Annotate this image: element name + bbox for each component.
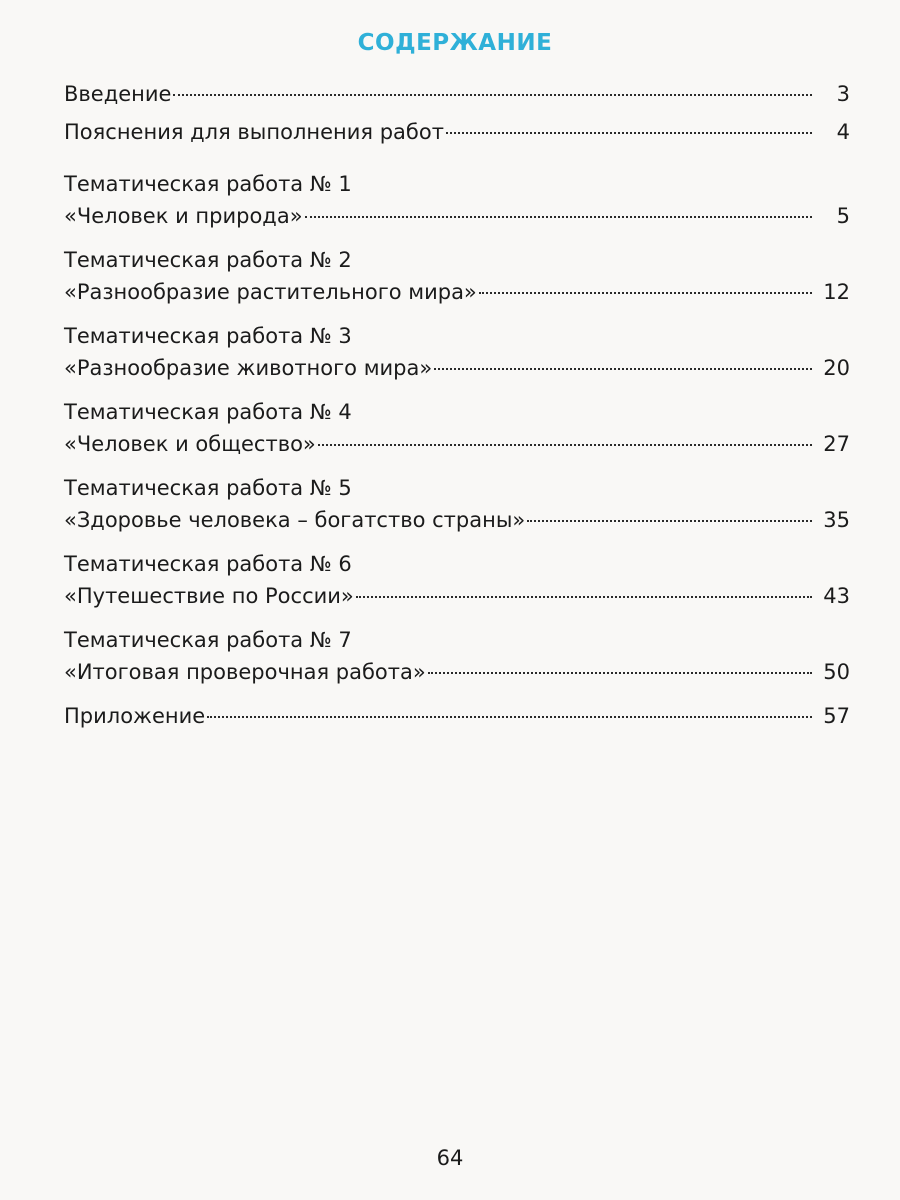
dot-leader: [356, 596, 812, 598]
toc-entry-label: Тематическая работа № 3: [64, 324, 352, 348]
dot-leader: [207, 716, 812, 718]
toc-page-number: 20: [823, 356, 850, 380]
dot-leader: [434, 368, 812, 370]
dot-leader: [173, 94, 812, 96]
toc-entry[interactable]: [64, 116, 850, 168]
toc-entry-title: Пояснения для выполнения работ: [64, 120, 444, 144]
toc-page-number: 35: [823, 508, 850, 532]
dot-leader: [428, 672, 812, 674]
toc-entry-label: Тематическая работа № 1: [64, 172, 352, 196]
toc-page-number: 50: [823, 660, 850, 684]
toc-entry-title: Приложение: [64, 704, 206, 728]
toc-entry-label: Тематическая работа № 5: [64, 476, 352, 500]
dot-leader: [479, 292, 812, 294]
toc-entry-label: Тематическая работа № 4: [64, 400, 352, 424]
toc-entry[interactable]: [64, 396, 850, 472]
toc-entry-title: «Итоговая проверочная работа»: [64, 660, 426, 684]
toc-entry-title: Введение: [64, 82, 172, 106]
toc-page-number: 3: [836, 82, 850, 106]
toc-entry-title: «Здоровье человека – богатство страны»: [64, 508, 526, 532]
toc-entry-title: «Путешествие по России»: [64, 584, 354, 608]
toc-entry-title: «Человек и природа»: [64, 204, 303, 228]
toc-entry-label: Тематическая работа № 6: [64, 552, 352, 576]
toc-entry-title: «Разнообразие растительного мира»: [64, 280, 477, 304]
toc-entry[interactable]: [64, 168, 850, 244]
dot-leader: [446, 132, 812, 134]
toc-entry[interactable]: [64, 78, 850, 116]
toc-entry-label: Тематическая работа № 2: [64, 248, 352, 272]
toc-page-number: 4: [836, 120, 850, 144]
table-of-contents: [64, 78, 850, 738]
toc-entry[interactable]: [64, 700, 850, 738]
toc-page-number: 12: [823, 280, 850, 304]
toc-page-number: 5: [836, 204, 850, 228]
page-number: 64: [436, 1146, 464, 1170]
toc-entry[interactable]: [64, 548, 850, 624]
toc-entry[interactable]: [64, 244, 850, 320]
contents-heading: СОДЕРЖАНИЕ: [357, 30, 553, 56]
toc-entry-label: Тематическая работа № 7: [64, 628, 352, 652]
toc-entry[interactable]: [64, 624, 850, 700]
dot-leader: [527, 520, 812, 522]
toc-page-number: 43: [823, 584, 850, 608]
toc-entry-title: «Разнообразие животного мира»: [64, 356, 433, 380]
toc-entry-title: «Человек и общество»: [64, 432, 316, 456]
toc-page-number: 57: [823, 704, 850, 728]
toc-entry[interactable]: [64, 472, 850, 548]
toc-page-number: 27: [823, 432, 850, 456]
dot-leader: [318, 444, 812, 446]
toc-entry[interactable]: [64, 320, 850, 396]
dot-leader: [305, 216, 812, 218]
